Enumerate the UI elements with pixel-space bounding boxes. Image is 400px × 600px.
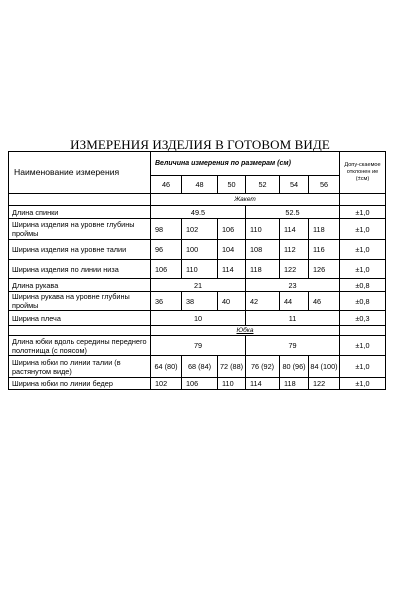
row-value: 52.5 <box>246 206 340 219</box>
section-skirt-label: Юбка <box>236 327 254 334</box>
row-tolerance: ±1,0 <box>340 206 386 219</box>
row-value: 49.5 <box>151 206 246 219</box>
row-name: Длина юбки вдоль середины переднего полотнища (с поясом) <box>9 336 151 356</box>
row-tolerance: ±1,0 <box>340 240 386 260</box>
row-value: 102 <box>151 378 182 390</box>
row-name: Ширина изделия на уровне глубины проймы <box>9 219 151 240</box>
table-row <box>9 219 386 240</box>
row-value: 84 (100) <box>309 356 340 378</box>
section-spacer <box>340 326 386 336</box>
row-tolerance: ±1,0 <box>340 378 386 390</box>
row-value: 21 <box>151 279 246 292</box>
row-value: 110 <box>246 219 280 240</box>
row-value: 116 <box>309 240 340 260</box>
row-value: 11 <box>246 311 340 326</box>
header-tolerance: Допу-скаемое отклонен ие (±см) <box>340 152 386 194</box>
row-value: 106 <box>151 260 182 279</box>
size-54: 54 <box>280 176 309 194</box>
row-value: 76 (92) <box>246 356 280 378</box>
row-tolerance: ±1,0 <box>340 356 386 378</box>
header-size-group: Величина измерения по размерам (см) <box>151 152 340 176</box>
page-title: ИЗМЕРЕНИЯ ИЗДЕЛИЯ В ГОТОВОМ ВИДЕ <box>70 137 330 152</box>
row-name: Ширина изделия на уровне талии <box>9 240 151 260</box>
row-value: 114 <box>246 378 280 390</box>
row-value: 106 <box>182 378 218 390</box>
row-tolerance: ±0,8 <box>340 292 386 311</box>
row-value: 108 <box>246 240 280 260</box>
table-row <box>9 240 386 260</box>
row-value: 118 <box>280 378 309 390</box>
row-value: 80 (96) <box>280 356 309 378</box>
row-value: 44 <box>280 292 309 311</box>
table-row <box>9 206 386 219</box>
row-value: 102 <box>182 219 218 240</box>
section-spacer <box>340 194 386 206</box>
section-skirt <box>151 326 340 336</box>
size-48: 48 <box>182 176 218 194</box>
row-value: 114 <box>218 260 246 279</box>
row-value: 96 <box>151 240 182 260</box>
row-name: Длина спинки <box>9 206 151 219</box>
row-tolerance: ±1,0 <box>340 260 386 279</box>
table-row <box>9 356 386 378</box>
row-tolerance: ±1,0 <box>340 336 386 356</box>
row-value: 42 <box>246 292 280 311</box>
row-value: 118 <box>309 219 340 240</box>
row-value: 122 <box>280 260 309 279</box>
row-value: 46 <box>309 292 340 311</box>
row-value: 106 <box>218 219 246 240</box>
table-row <box>9 260 386 279</box>
row-value: 112 <box>280 240 309 260</box>
row-value: 40 <box>218 292 246 311</box>
size-46: 46 <box>151 176 182 194</box>
row-value: 36 <box>151 292 182 311</box>
row-value: 23 <box>246 279 340 292</box>
row-value: 110 <box>182 260 218 279</box>
row-value: 114 <box>280 219 309 240</box>
row-value: 68 (84) <box>182 356 218 378</box>
row-name: Ширина плеча <box>9 311 151 326</box>
row-value: 110 <box>218 378 246 390</box>
size-56: 56 <box>309 176 340 194</box>
size-52: 52 <box>246 176 280 194</box>
row-value: 98 <box>151 219 182 240</box>
table-row <box>9 279 386 292</box>
row-name: Ширина юбки по линии талии (в растянутом виде) <box>9 356 151 378</box>
row-value: 10 <box>151 311 246 326</box>
table-row <box>9 378 386 390</box>
section-jacket: Жакет <box>151 194 340 206</box>
row-tolerance: ±0,3 <box>340 311 386 326</box>
row-name: Ширина изделия по линии низа <box>9 260 151 279</box>
row-tolerance: ±0,8 <box>340 279 386 292</box>
section-spacer <box>9 326 151 336</box>
table-row <box>9 311 386 326</box>
row-value: 104 <box>218 240 246 260</box>
table-row <box>9 292 386 311</box>
row-tolerance: ±1,0 <box>340 219 386 240</box>
row-value: 64 (80) <box>151 356 182 378</box>
row-value: 126 <box>309 260 340 279</box>
row-value: 72 (88) <box>218 356 246 378</box>
row-value: 79 <box>246 336 340 356</box>
row-value: 79 <box>151 336 246 356</box>
table-row <box>9 336 386 356</box>
size-50: 50 <box>218 176 246 194</box>
row-name: Ширина юбки по линии бедер <box>9 378 151 390</box>
section-spacer <box>9 194 151 206</box>
measurements-table <box>8 151 386 390</box>
row-value: 100 <box>182 240 218 260</box>
row-name: Длина рукава <box>9 279 151 292</box>
row-value: 122 <box>309 378 340 390</box>
row-value: 118 <box>246 260 280 279</box>
row-value: 38 <box>182 292 218 311</box>
row-name: Ширина рукава на уровне глубины проймы <box>9 292 151 311</box>
header-name-cell: Наименование измерения <box>9 152 151 194</box>
